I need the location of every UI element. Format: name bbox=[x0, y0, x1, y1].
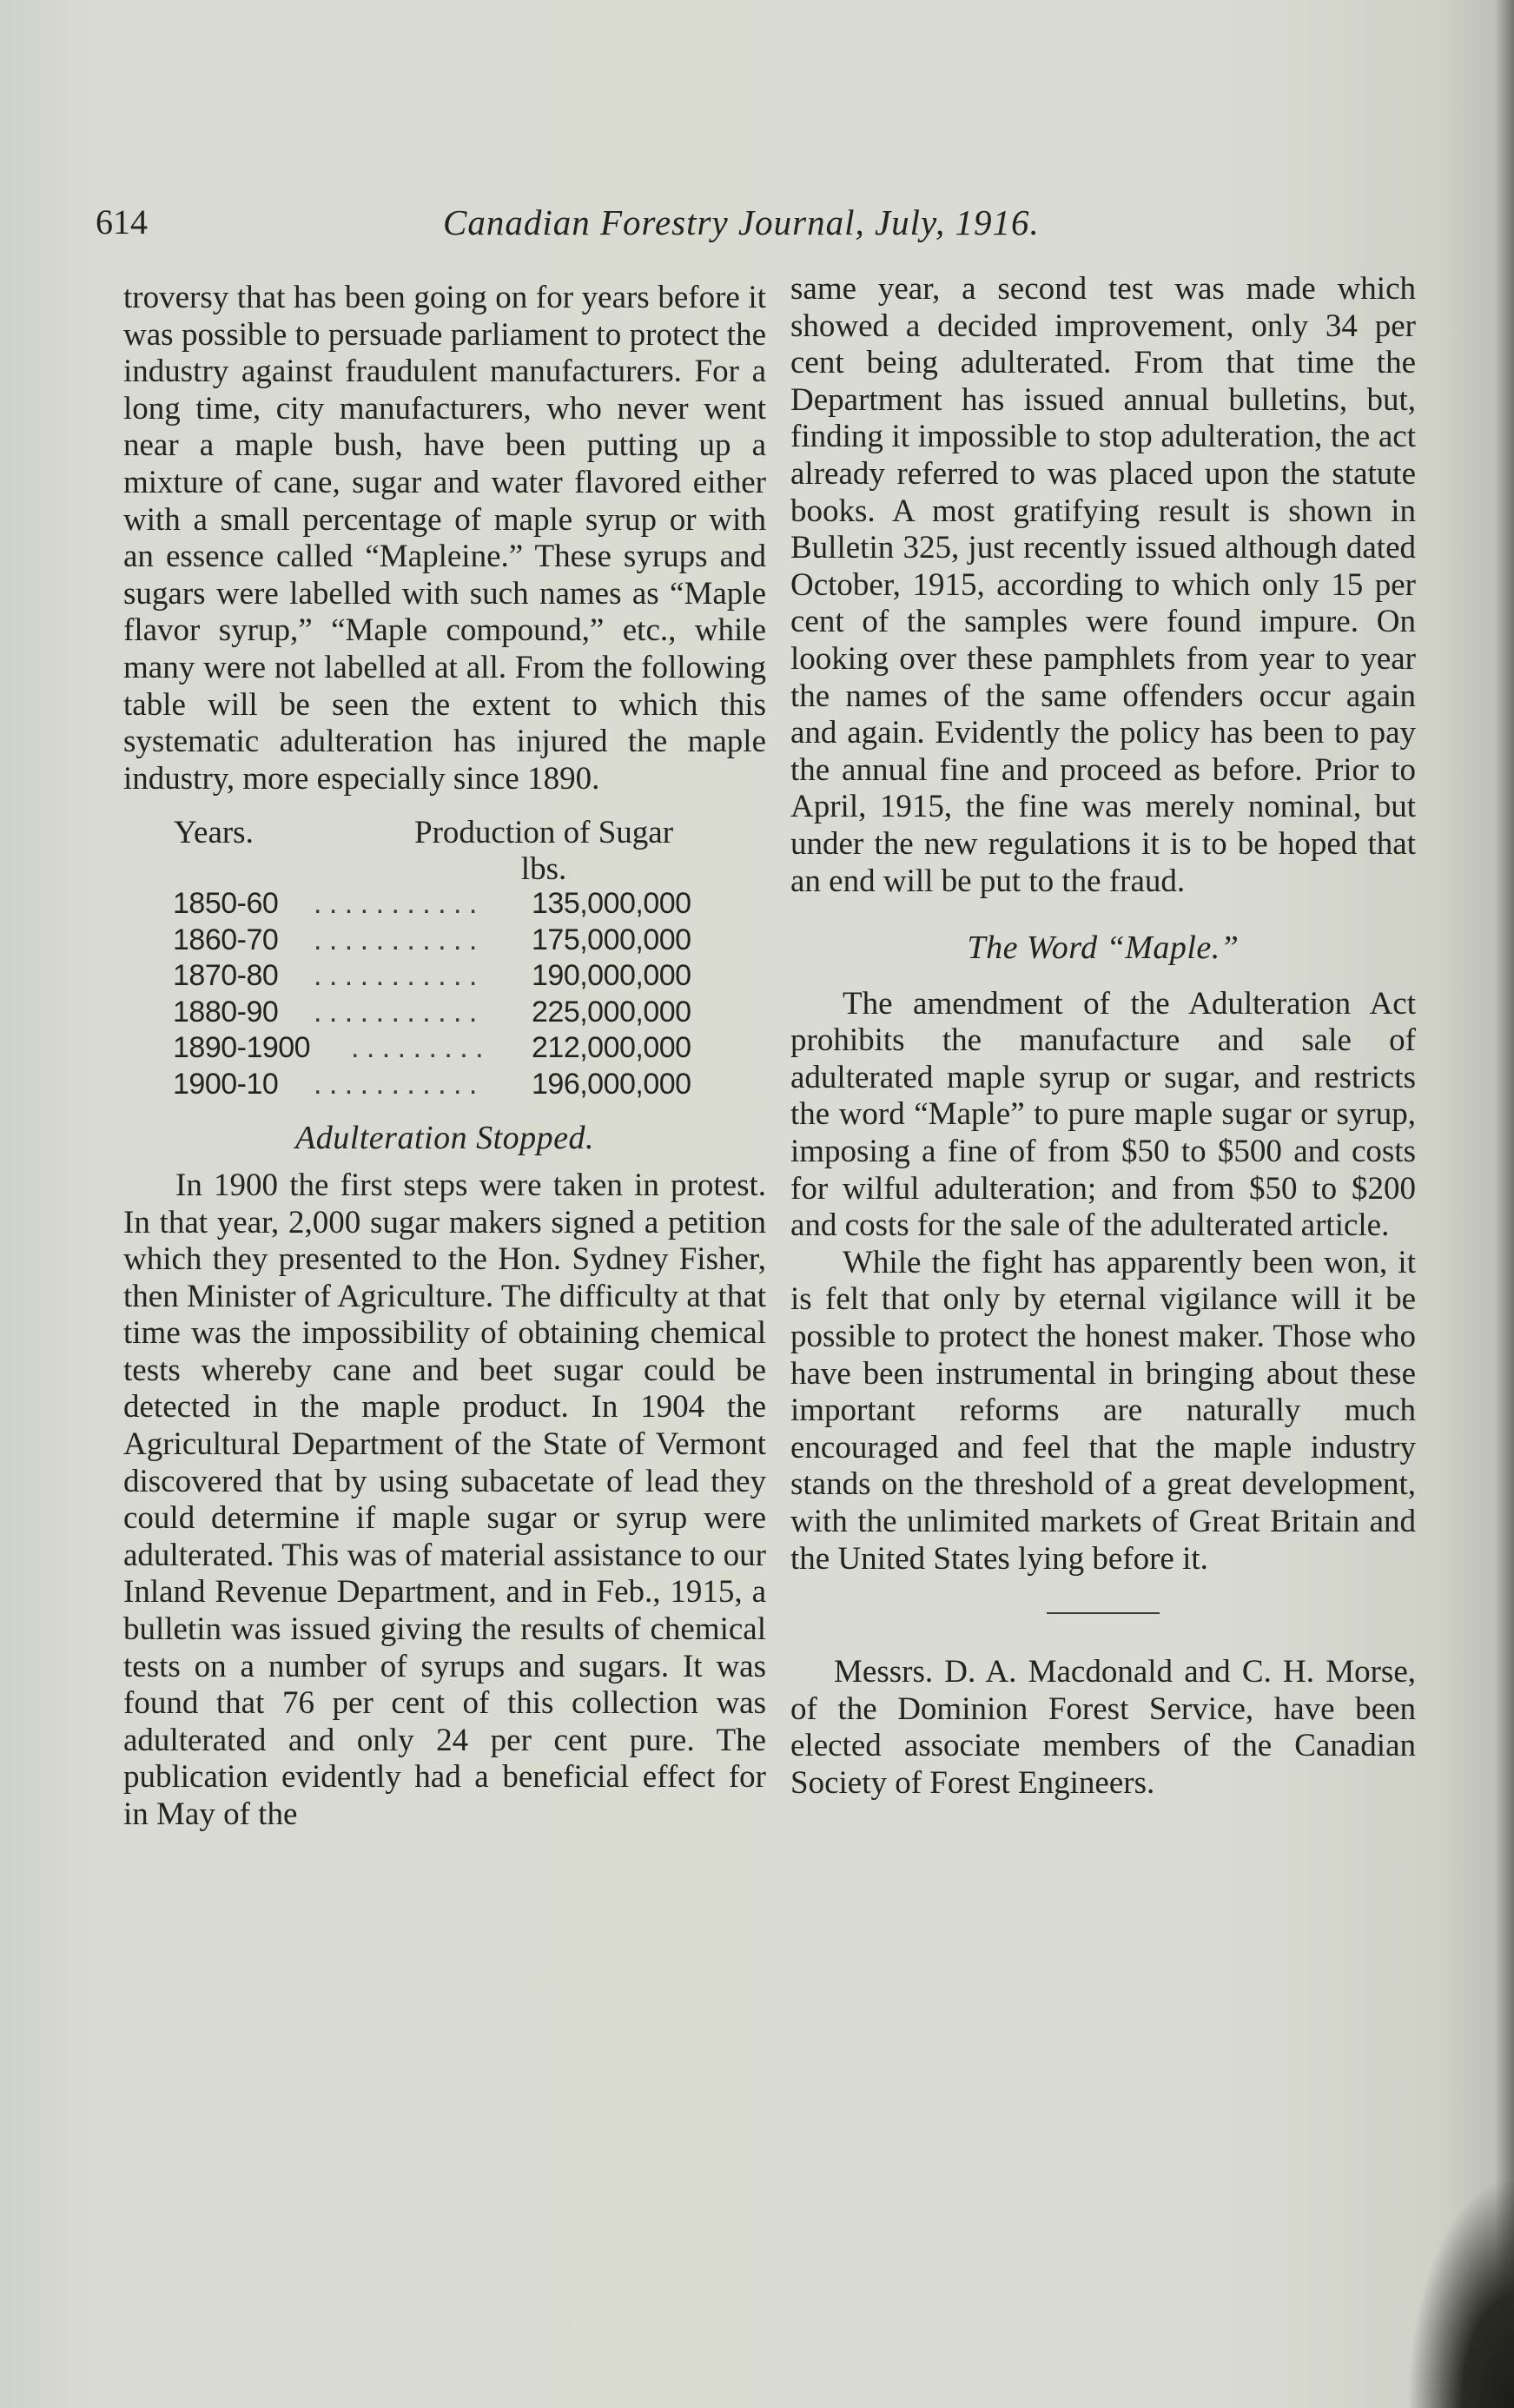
section-divider bbox=[1047, 1612, 1160, 1614]
row-value: 196,000,000 bbox=[532, 1067, 691, 1101]
column-header-production-unit: lbs. bbox=[520, 851, 567, 888]
leader-dots: . . . . . . . . . . . bbox=[314, 923, 477, 956]
table-row bbox=[123, 995, 766, 1031]
row-value: 190,000,000 bbox=[532, 959, 691, 993]
body-paragraph: The amendment of the Adulteration Act prohibits the manufacture and sale of adulterated maple syrup or sugar, and restricts the word “Maple” to pure maple sugar or syrup, imposing a fine of from $50 to $500 and costs for wilful adulteration; and from $50 to $200 and costs for the sale of the adulterated article. bbox=[790, 985, 1416, 1244]
body-paragraph: While the fight has apparently been won, it is felt that only by eternal vigilance will it be possible to protect the honest maker. Those who have been instrumental in bringing about these important reforms are naturally much encouraged and feel that the maple industry stands on the threshold of a great development, with the unlimited markets of Great Britain and the United States lying before it. bbox=[790, 1244, 1416, 1577]
leader-dots: . . . . . . . . . . . bbox=[314, 995, 477, 1029]
table-row bbox=[123, 1030, 766, 1067]
body-paragraph: same year, a second test was made which showed a decided improvement, only 34 per cent being adulterated. From that time the Department has issued annual bulletins, but, finding it impossible to stop adulteration, the act already referred to was placed upon the statute books. A most gratifying result is shown in Bulletin 325, just recently issued although dated October, 1915, according to which only 15 per cent of the samples were found impure. On looking over these pamphlets from year to year the names of the same offenders occur again and again. Evidently the policy has been to pay the annual fine and proceed as before. Prior to April, 1915, the fine was merely nominal, but under the new regulations it is to be hoped that an end will be put to the fraud. bbox=[790, 271, 1416, 899]
column-header-production bbox=[414, 815, 673, 888]
table-row bbox=[123, 1067, 766, 1103]
row-value: 135,000,000 bbox=[532, 887, 691, 921]
page-edge-shadow bbox=[1495, 0, 1514, 2408]
news-note: Messrs. D. A. Macdonald and C. H. Morse, of the Dominion Forest Service, have been elected associate members of the Canadian Society of Forest Engineers. bbox=[790, 1654, 1416, 1801]
table-row bbox=[123, 958, 766, 995]
row-years: 1870-80 bbox=[173, 959, 279, 993]
running-head: Canadian Forestry Journal, July, 1916. bbox=[443, 202, 1040, 242]
section-heading: The Word “Maple.” bbox=[967, 929, 1240, 967]
body-paragraph: troversy that has been going on for years before it was possible to persuade parliament to protect the industry against fraudulent manufacturers. For a long time, city manufacturers, who never went near a maple bush, have been putting up a mixture of cane, sugar and water flavored either with a small percentage of maple syrup or with an essence called “Mapleine.” These syrups and sugars were labelled with such names as “Maple flavor syrup,” “Maple compound,” etc., while many were not labelled at all. From the following table will be seen the extent to which this systematic adulteration has injured the maple industry, more especially since 1890. bbox=[123, 280, 766, 797]
row-value: 175,000,000 bbox=[532, 923, 691, 956]
section-heading: Adulteration Stopped. bbox=[294, 1120, 595, 1157]
body-paragraph: In 1900 the first steps were taken in protest. In that year, 2,000 sugar makers signed a petition which they presented to the Hon. Sydney Fisher, then Minister of Agriculture. The difficulty at that time was the impossibility of obtaining chemical tests whereby cane and beet sugar could be detected in the maple product. In 1904 the Agricultural Department of the State of Vermont discovered that by using subacetate of lead they could determine if maple sugar or syrup were adulterated. This was of material assistance to our Inland Revenue Department, and in Feb., 1915, a bulletin was issued giving the results of chemical tests on a number of syrups and sugars. It was found that 76 per cent of this collection was adulterated and only 24 per cent pure. The publication evidently had a beneficial effect for in May of the bbox=[123, 1167, 766, 1832]
row-years: 1850-60 bbox=[173, 887, 279, 921]
right-column bbox=[790, 271, 1416, 1803]
production-table bbox=[123, 810, 766, 1102]
table-row bbox=[123, 886, 766, 923]
leader-dots: . . . . . . . . . . . bbox=[314, 959, 477, 993]
row-value: 225,000,000 bbox=[532, 995, 691, 1029]
left-column bbox=[123, 280, 766, 1834]
table-header bbox=[123, 810, 766, 886]
page-number: 614 bbox=[96, 202, 148, 241]
leader-dots: . . . . . . . . . . . bbox=[314, 887, 477, 921]
row-years: 1890-1900 bbox=[173, 1031, 311, 1065]
row-years: 1880-90 bbox=[173, 995, 279, 1029]
leader-dots: . . . . . . . . . bbox=[351, 1031, 484, 1065]
column-header-production-line1: Production of Sugar bbox=[414, 815, 674, 851]
page-corner-shadow bbox=[1410, 2182, 1514, 2408]
leader-dots: . . . . . . . . . . . bbox=[314, 1067, 477, 1101]
column-header-years: Years. bbox=[174, 815, 254, 851]
row-years: 1860-70 bbox=[173, 923, 279, 956]
row-value: 212,000,000 bbox=[532, 1031, 691, 1065]
table-row bbox=[123, 923, 766, 959]
page-header bbox=[96, 202, 1077, 254]
row-years: 1900-10 bbox=[173, 1067, 279, 1101]
